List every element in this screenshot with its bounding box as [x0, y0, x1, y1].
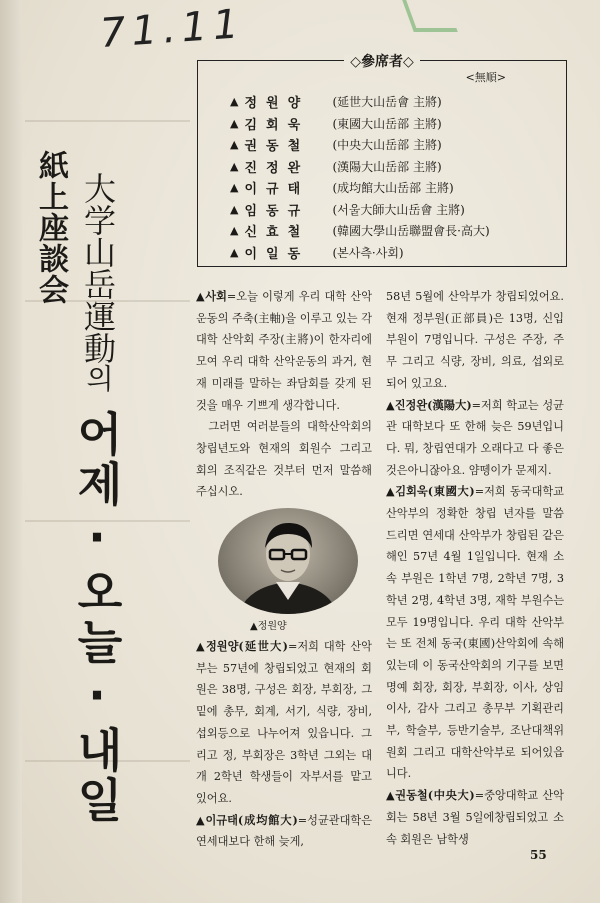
participant-row — [230, 177, 490, 199]
participant-affiliation: (中央大山岳部 主將) — [332, 138, 442, 153]
participant-row — [230, 242, 490, 264]
series-title: 紙上座談会 — [33, 150, 68, 305]
jung-answer: =저희 대학 산악부는 57년에 창립되었고 현재의 회원은 38명, 구성은 회장, 부회장, 그밑에 총무, 회계, 서기, 식량, 장비, 섭외등으로 나누어져 있읍니다. 그리고 정, 부회장은 3학년 그외는 대개 2학년 학생들이 자부서를 맡고 있어요. — [196, 640, 372, 805]
article-subtitle: 어제·오늘·내일 — [70, 410, 124, 826]
participant-affiliation: (成均館大山岳部 主將) — [332, 181, 454, 196]
bleedthrough-line — [25, 120, 190, 122]
participant-name: 정원양 — [244, 96, 310, 112]
participant-name: 권동철 — [244, 139, 310, 155]
participant-affiliation: (서울大師大山岳會 主將) — [332, 202, 465, 217]
triangle-bullet-icon: ▲ — [230, 95, 239, 109]
handwritten-note: 71.11 — [98, 1, 246, 57]
participant-affiliation: (본사측·사회) — [332, 245, 404, 260]
kim-answer: =저희 동국대학교산악부의 정확한 창립 년자를 말씀 드리면 연세대 산악부가 창립된 같은 해인 57년 4월 1일입니다. 현재 소속 부원은 1학년 7명, 2학년 7명, 3학년 2명, 4학년 3명, 재학 부원수는 모두 19명입니다. 우리 대학 산악부는 또 전체 동국(東國)산악회에 속해 있는데 이 동국산악회의 기구를 보면 명예 회장, 회장, 부회장, 이사, 상임이사, 감사 그리고 총무부 기획관리부, 학술부, 등반기술부, 조난대책위원회 그리고 대학산악부로 되어있읍니다. — [386, 485, 564, 781]
participant-affiliation: (漢陽大山岳部 主將) — [332, 159, 442, 174]
article-title-particle: 의 — [82, 364, 115, 392]
participant-row — [230, 113, 490, 135]
participants-list — [230, 91, 490, 263]
participant-name: 진정완 — [244, 160, 310, 176]
speaker-kwon: ▲권동철(中央大) — [386, 788, 475, 803]
participants-box — [197, 54, 567, 267]
participant-name: 임동규 — [244, 203, 310, 219]
participant-row — [230, 199, 490, 221]
portrait-photo — [218, 508, 358, 614]
speaker-jin: ▲진정완(漢陽大) — [386, 397, 472, 412]
speaker-jung: ▲정원양(延世大) — [196, 639, 288, 653]
triangle-bullet-icon: ▲ — [230, 224, 239, 238]
participant-affiliation: (東國大山岳部 主將) — [332, 116, 442, 131]
moderator-intro: =오늘 이렇게 우리 대학 산악운동의 주축(主軸)을 이루고 있는 각대학 산악회 주장(主將)이 한자리에 모여 우리 대학 산악운동의 과거, 현재 미래를 말하는 좌담회를 갖게 된 것을 매우 기쁘게 생각합니다. — [196, 290, 373, 412]
participant-name: 이일동 — [244, 246, 310, 262]
triangle-bullet-icon: ▲ — [230, 181, 239, 195]
triangle-bullet-icon: ▲ — [230, 202, 239, 216]
participant-row — [230, 220, 490, 242]
participant-row — [230, 156, 490, 178]
triangle-bullet-icon: ▲ — [230, 138, 239, 152]
participants-order-note: <無順> — [465, 71, 506, 84]
photo-caption: ▲정원양 — [250, 621, 287, 632]
speaker-kim: ▲김회욱(東國大) — [386, 484, 475, 499]
participant-row — [230, 91, 490, 113]
kwon-answer: =중앙대학교 산악회는 58년 3월 5일에창립되었고 소속 회원은 남학생 — [386, 789, 564, 846]
article-title-main: 大学山岳運動 — [79, 172, 117, 364]
triangle-bullet-icon: ▲ — [230, 159, 239, 173]
article-column-1 — [196, 286, 372, 503]
binding-edge — [0, 0, 22, 903]
participants-heading: ◇參席者◇ — [344, 54, 420, 70]
jin-answer: =저희 학교는 성균관 대학보다 또 한해 늦은 59년입니다. 뭐, 창립연대가 오래다고 다 좋은 것은아니잖아요. 얌뗑이가 문제지. — [386, 398, 564, 477]
page-number: 55 — [530, 848, 547, 862]
participants-heading-wrap — [198, 51, 566, 71]
participant-affiliation: (韓國大學山岳聯盟會長·高大) — [332, 224, 490, 239]
green-pen-mark — [402, 0, 458, 32]
moderator-request: 그러면 여러분들의 대학산악회의 창립년도와 현재의 회원수 그리고 회의 조직같은 것부터 먼저 말씀해 주십시오. — [196, 420, 372, 499]
portrait-figure — [218, 508, 358, 614]
participant-name: 이규태 — [244, 182, 310, 198]
lee-answer-cont: 58년 5월에 산악부가 창립되었어요. 현재 정부원(正部員)은 13명, 신입부원이 7명입니다. 구성은 주장, 주무 그리고 식량, 장비, 의료, 섭외로 되어 있고요. — [386, 290, 564, 390]
triangle-bullet-icon: ▲ — [230, 245, 239, 259]
article-title — [80, 172, 116, 392]
speaker-lee: ▲이규태(成均館大) — [196, 812, 298, 827]
participant-row — [230, 134, 490, 156]
article-column-2 — [386, 286, 564, 850]
article-column-1-bottom — [196, 636, 372, 853]
triangle-bullet-icon: ▲ — [230, 116, 239, 130]
participant-name: 신효철 — [244, 225, 310, 241]
participant-affiliation: (延世大山岳會 主將) — [332, 95, 442, 110]
lee-answer-start: =성균관대학은 연세대보다 한해 늦게, — [196, 813, 372, 849]
speaker-moderator: ▲사회 — [196, 289, 227, 303]
participant-name: 김회욱 — [244, 117, 310, 133]
